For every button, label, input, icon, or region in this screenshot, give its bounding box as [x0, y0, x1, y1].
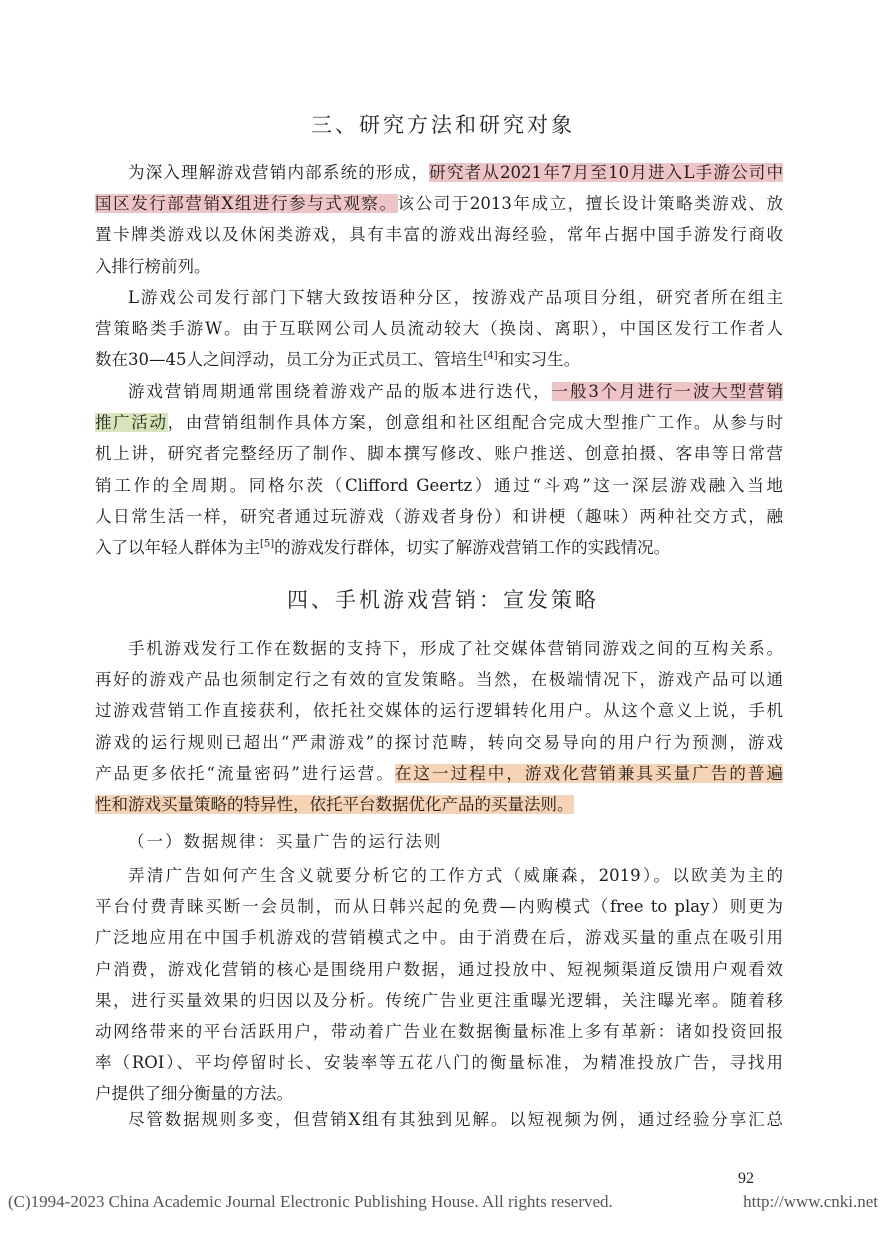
section-4-heading: 四、手机游戏营销：宣发策略 [287, 588, 599, 612]
highlight-pink: 国区发行部营销X组进行参与式观察。 [95, 194, 398, 214]
section-4-paragraph-3 [95, 1104, 783, 1135]
paragraph-line: 平台付费青睐买断一会员制，而从日韩兴起的免费—内购模式（free to play）则更为 [95, 897, 783, 917]
paragraph-line: 置卡牌类游戏以及休闲类游戏，具有丰富的游戏出海经验，常年占据中国手游发行商收 [95, 225, 783, 245]
highlight-pink: 研究者从2021年7月至10月进入L手游公司中 [429, 163, 783, 182]
subsection-heading: （一）数据规律：买量广告的运行法则 [128, 832, 443, 851]
paragraph-line: 户提供了细分衡量的方法。 [95, 1084, 293, 1104]
section-3-paragraph-1 [95, 157, 783, 282]
paragraph-line: 过游戏营销工作直接获利，依托社交媒体的运行逻辑转化用户。从这个意义上说，手机 [95, 701, 783, 721]
footnote-ref-4: [4] [483, 350, 498, 362]
paragraph-line: 户消费，游戏化营销的核心是围绕用户数据，通过投放中、短视频渠道反馈用户观看效 [95, 959, 783, 979]
paragraph-line: 国区发行部营销X组进行参与式观察。该公司于2013年成立，擅长设计策略类游戏、放 [95, 194, 783, 214]
paragraph-line: 入了以年轻人群体为主[5]的游戏发行群体，切实了解游戏营销工作的实践情况。 [95, 537, 671, 557]
highlight-orange: 性和游戏买量策略的特异性，依托平台数据优化产品的买量法则。 [95, 794, 574, 814]
paragraph-line [95, 789, 783, 820]
paragraph-line: L游戏公司发行部门下辖大致按语种分区，按游戏产品项目分组，研究者所在组主 [128, 288, 783, 307]
paragraph-line: 尽管数据规则多变，但营销X组有其独到见解。以短视频为例，通过经验分享汇总 [128, 1110, 783, 1129]
paragraph-line: 产品更多依托“流量密码”进行运营。在这一过程中，游戏化营销兼具买量广告的普遍 [95, 763, 783, 783]
footer [8, 1192, 878, 1212]
paragraph-line: 广泛地应用在中国手机游戏的营销模式之中。由于消费在后，游戏买量的重点在吸引用 [95, 928, 783, 948]
section-3-paragraph-3 [95, 376, 783, 563]
footnote-ref-5: [5] [260, 538, 275, 550]
paragraph-line: 手机游戏发行工作在数据的支持下，形成了社交媒体营销同游戏之间的互构关系。 [128, 639, 783, 658]
section-4-paragraph-1 [95, 633, 783, 820]
paragraph-line: 弄清广告如何产生含义就要分析它的工作方式（威廉森，2019）。以欧美为主的 [128, 866, 783, 885]
paragraph-line: 动网络带来的平台活跃用户，带动着广告业在数据衡量标准上多有革新：诸如投资回报 [95, 1021, 783, 1041]
paragraph-line: 人日常生活一样，研究者通过玩游戏（游戏者身份）和讲梗（趣味）两种社交方式，融 [95, 506, 783, 526]
section-4-paragraph-2 [95, 860, 783, 1110]
paragraph-line: 游戏营销周期通常围绕着游戏产品的版本进行迭代，一般3个月进行一波大型营销 [128, 382, 783, 401]
paragraph-line: 为深入理解游戏营销内部系统的形成，研究者从2021年7月至10月进入L手游公司中 [128, 163, 783, 182]
paragraph-line: 率（ROI）、平均停留时长、安装率等五花八门的衡量标准，为精准投放广告，寻找用 [95, 1053, 783, 1073]
section-3-heading: 三、研究方法和研究对象 [311, 113, 575, 137]
paragraph-line: 推广活动，由营销组制作具体方案，创意组和社区组配合完成大型推广工作。从参与时 [95, 413, 783, 433]
paragraph-line: 再好的游戏产品也须制定行之有效的宣发策略。当然，在极端情况下，游戏产品可以通 [95, 670, 783, 690]
page-number: 92 [738, 1170, 754, 1187]
paragraph-line: 机上讲，研究者完整经历了制作、脚本撰写修改、账户推送、创意拍摄、客串等日常营 [95, 444, 783, 464]
highlight-orange: 在这一过程中，游戏化营销兼具买量广告的普遍 [394, 763, 783, 783]
highlight-pink: 一般3个月进行一波大型营销 [551, 382, 783, 401]
copyright-notice: (C)1994-2023 China Academic Journal Electronic Publishing House. All rights reserved. [8, 1192, 613, 1211]
paragraph-line: 入排行榜前列。 [95, 256, 211, 276]
footer-url: http://www.cnki.net [743, 1192, 878, 1211]
paragraph-line: 游戏的运行规则已超出“严肃游戏”的探讨范畴，转向交易导向的用户行为预测，游戏 [95, 732, 783, 752]
paragraph-line: 销工作的全周期。同格尔茨（Clifford Geertz）通过“斗鸡”这一深层游戏融入当地 [95, 475, 783, 495]
paragraph-line: 数在30—45人之间浮动，员工分为正式员工、管培生[4]和实习生。 [95, 350, 581, 370]
paragraph-line: 果，进行买量效果的归因以及分析。传统广告业更注重曝光逻辑，关注曝光率。随着移 [95, 990, 783, 1010]
highlight-green: 推广活动 [95, 413, 168, 433]
section-3-paragraph-2 [95, 282, 783, 376]
paragraph-line: 营策略类手游W。由于互联网公司人员流动较大（换岗、离职），中国区发行工作者人 [95, 319, 783, 339]
